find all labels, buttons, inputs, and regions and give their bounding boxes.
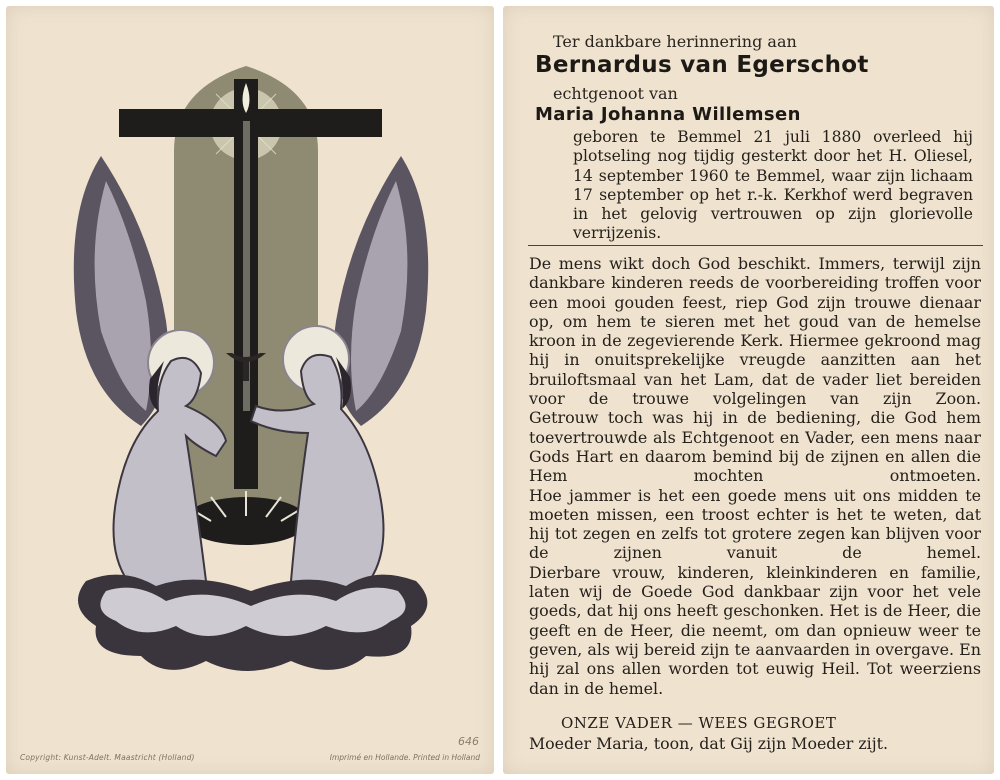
angels-cross-illustration <box>46 61 461 686</box>
card-number: 646 <box>458 735 479 748</box>
memorial-body <box>529 254 981 698</box>
prayer-line: ONZE VADER — WEES GEGROET <box>561 714 837 732</box>
memorial-paragraph: De mens wikt doch God beschikt. Immers, terwijl zijn dankbare kinderen reeds de voorbereiding troffen voor een mooi gouden feest, riep God zijn trouwe dienaar op, om hem te sieren met het goud van de hemelse kroon in de zegevierende Kerk. Hiermee gekroond mag hij in onuitsprekelijke vreugde aanzitten aan het bruiloftsmaal van het Lam, dat de vader liet bereiden voor de trouwe volgelingen van zijn Zoon. <box>529 254 981 409</box>
memorial-text-card <box>503 6 994 774</box>
spouse-label: echtgenoot van <box>553 84 678 103</box>
divider-line <box>528 245 983 246</box>
memorial-paragraph: Getrouw toch was hij in de bediening, die God hem toevertrouwde als Echtgenoot en Vader, een mens naar Gods Hart en daarom bemind bij de zijnen en allen die Hem mochten ontmoeten. <box>529 408 981 486</box>
intro-line: Ter dankbare herinnering aan <box>553 32 797 51</box>
copyright-text: Copyright: Kunst-Adelt. Maastricht (Holland) <box>20 753 195 762</box>
deceased-name: Bernardus van Egerschot <box>535 52 869 78</box>
spouse-name: Maria Johanna Willemsen <box>535 104 801 125</box>
holy-card-front <box>6 6 494 774</box>
printed-in-holland-text: Imprimé en Hollande. Printed in Holland <box>329 753 480 762</box>
biography-text: geboren te Bemmel 21 juli 1880 overleed hij plotseling nog tijdig gesterkt door het H. Oliesel, 14 september 1960 te Bemmel, waar zijn lichaam 17 september op het r.-k. Kerkhof werd begraven in het gelovig vertrouwen op zijn glorievolle verrijzenis. <box>573 128 973 243</box>
memorial-paragraph: Hoe jammer is het een goede mens uit ons midden te moeten missen, een troost echter is het te weten, dat hij tot zegen en zelfs tot grotere zegen kan blijven voor de zijnen vanuit de hemel. <box>529 485 981 563</box>
memorial-paragraph: Dierbare vrouw, kinderen, kleinkinderen en familie, laten wij de Goede God dankbaar zijn voor het vele goeds, dat hij ons heeft geschonken. Het is de Heer, die geeft en de Heer, die neemt, om dan opnieuw weer te geven, als wij bereid zijn te aanvaarden in overgave. En hij zal ons allen worden tot euwig Heil. Tot weerziens dan in de hemel. <box>529 562 981 698</box>
closing-line: Moeder Maria, toon, dat Gij zijn Moeder zijt. <box>529 734 888 753</box>
